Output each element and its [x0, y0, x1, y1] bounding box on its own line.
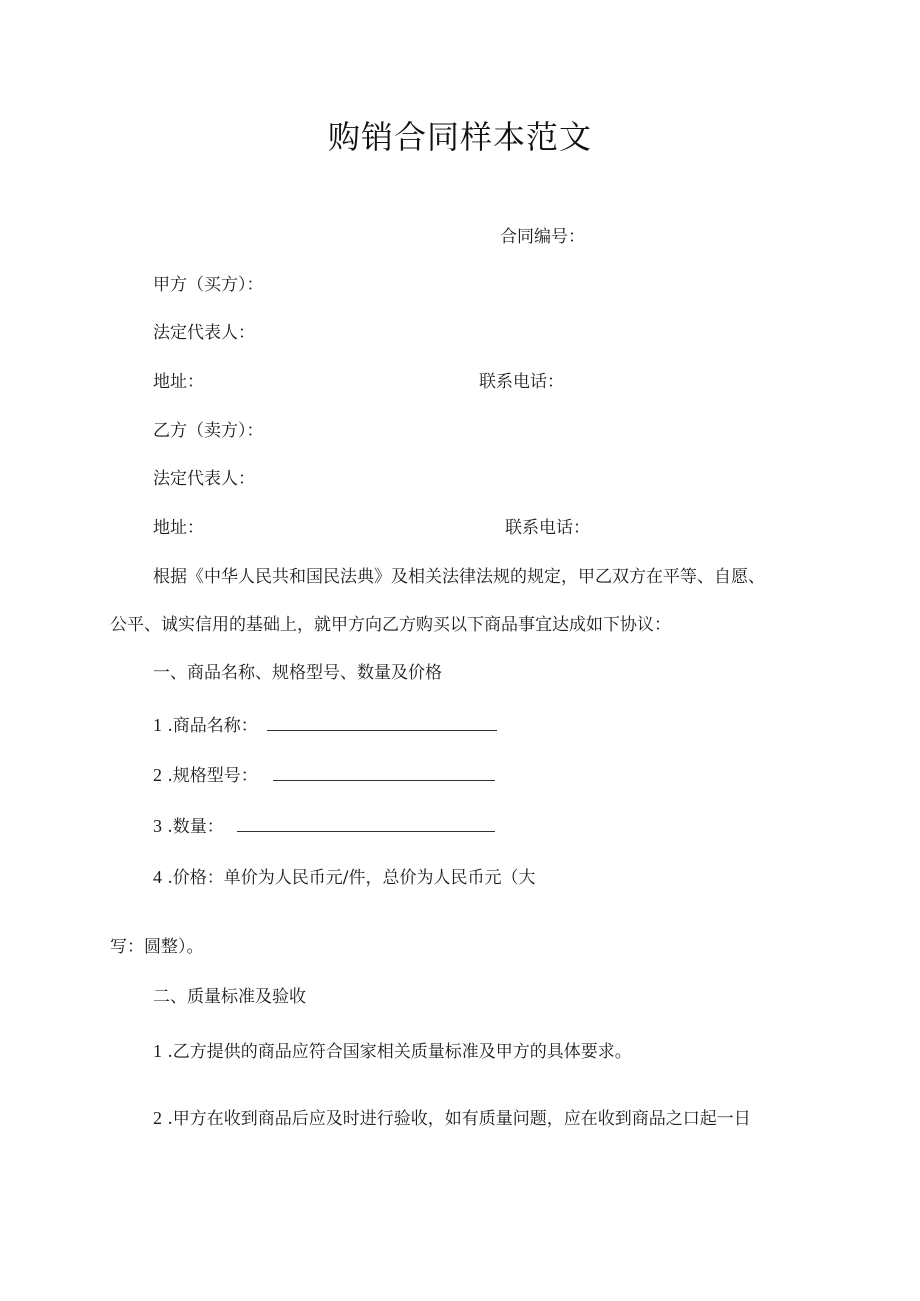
product-name-blank[interactable]: [267, 716, 497, 731]
spec-model-blank[interactable]: [273, 766, 495, 781]
item-label: .规格型号：: [167, 766, 258, 786]
item-number: 1: [153, 715, 162, 735]
item-label: .乙方提供的商品应符合国家相关质量标准及甲方的具体要求。: [167, 1042, 632, 1062]
party-b-phone-label: 联系电话：: [505, 518, 590, 538]
item-number: 2: [153, 1108, 162, 1128]
document-title: 购销合同样本范文: [327, 118, 592, 156]
party-b-address-label: 地址：: [153, 518, 204, 538]
quality-item-2: [153, 1107, 751, 1130]
contract-number-label: 合同编号：: [500, 227, 585, 247]
item-label: .甲方在收到商品后应及时进行验收，如有质量问题，应在收到商品之口起一日: [167, 1109, 751, 1129]
item-label: .价格：单价为人民币元/件，总价为人民币元（大: [167, 868, 536, 888]
party-a-label: 甲方（买方）：: [153, 275, 264, 295]
item-spec-model: [153, 764, 495, 787]
item-product-name: [153, 714, 497, 737]
item-number: 2: [153, 765, 162, 785]
item-label: .数量：: [167, 817, 224, 837]
party-a-address-label: 地址：: [153, 372, 204, 392]
item-label: .商品名称：: [167, 716, 258, 736]
item-price-continuation: 写：圆整）。: [110, 937, 204, 957]
party-a-phone-label: 联系电话：: [479, 372, 564, 392]
item-number: 1: [153, 1041, 162, 1061]
quantity-blank[interactable]: [237, 817, 495, 832]
party-b-label: 乙方（卖方）：: [153, 421, 264, 441]
party-b-rep-label: 法定代表人：: [153, 469, 255, 489]
section-2-heading: 二、质量标准及验收: [153, 987, 306, 1007]
item-quantity: [153, 815, 495, 838]
item-number: 3: [153, 816, 162, 836]
party-a-rep-label: 法定代表人：: [153, 323, 255, 343]
item-price: [153, 866, 536, 889]
quality-item-1: [153, 1040, 632, 1063]
intro-paragraph-line-1: 根据《中华人民共和国民法典》及相关法律法规的规定，甲乙双方在平等、自愿、: [153, 567, 765, 587]
section-1-heading: 一、商品名称、规格型号、数量及价格: [153, 663, 442, 683]
intro-paragraph-line-2: 公平、诚实信用的基础上，就甲方向乙方购买以下商品事宜达成如下协议：: [110, 615, 671, 635]
item-number: 4: [153, 867, 162, 887]
